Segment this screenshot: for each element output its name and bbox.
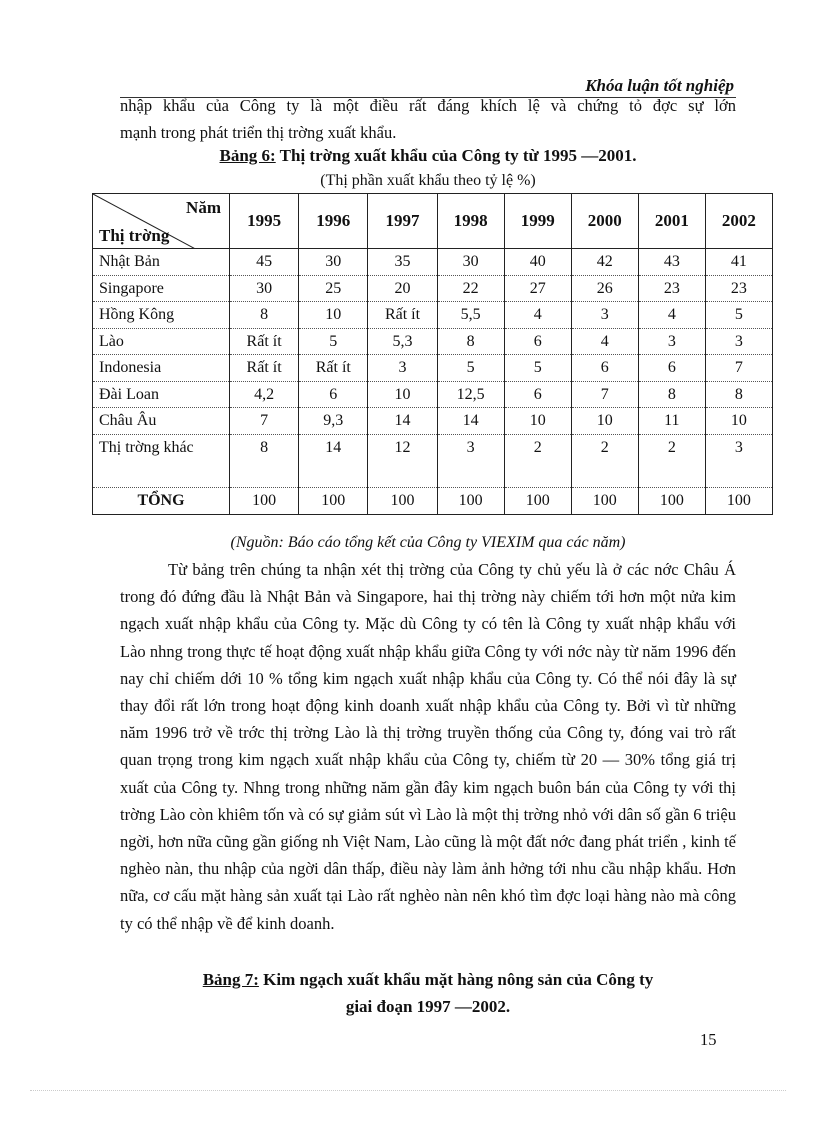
value-cell: 12,5 <box>437 381 504 408</box>
value-cell: 8 <box>230 302 299 329</box>
intro-text <box>120 92 736 146</box>
value-cell: 8 <box>638 381 705 408</box>
table7-caption-text: Kim ngạch xuất khẩu mặt hàng nông sản của Công ty <box>258 970 654 989</box>
value-cell: 10 <box>368 381 437 408</box>
table-row <box>93 355 773 382</box>
value-cell: 4 <box>638 302 705 329</box>
value-cell: 23 <box>638 275 705 302</box>
intro-line-2: mạnh trong phát triển thị trờng xuất khẩu. <box>120 123 397 142</box>
page-number: 15 <box>700 1030 717 1049</box>
table-row <box>93 275 773 302</box>
total-value-cell: 100 <box>437 487 504 514</box>
market-cell: Châu Âu <box>93 408 230 435</box>
value-cell: 2 <box>638 434 705 487</box>
market-cell: Hồng Kông <box>93 302 230 329</box>
value-cell: 4 <box>571 328 638 355</box>
value-cell: 14 <box>299 434 368 487</box>
market-cell: Thị trờng khác <box>93 434 230 487</box>
value-cell: 20 <box>368 275 437 302</box>
value-cell: 10 <box>504 408 571 435</box>
value-cell: 5 <box>705 302 772 329</box>
value-cell: 2 <box>571 434 638 487</box>
value-cell: 11 <box>638 408 705 435</box>
value-cell: 3 <box>437 434 504 487</box>
header-year-label: Năm <box>186 198 221 217</box>
table7-caption-label: Bảng 7: <box>202 970 259 989</box>
value-cell: 14 <box>368 408 437 435</box>
table-row <box>93 434 773 487</box>
value-cell: 30 <box>230 275 299 302</box>
value-cell: 4,2 <box>230 381 299 408</box>
value-cell: 3 <box>705 434 772 487</box>
header-market-label: Thị trờng <box>99 226 170 245</box>
market-cell: Lào <box>93 328 230 355</box>
value-cell: 8 <box>230 434 299 487</box>
year-header: 2002 <box>705 194 772 249</box>
value-cell: 41 <box>705 249 772 276</box>
market-share-table <box>92 193 773 515</box>
year-header: 1997 <box>368 194 437 249</box>
value-cell: 3 <box>705 328 772 355</box>
table-row <box>93 249 773 276</box>
value-cell: 43 <box>638 249 705 276</box>
value-cell: 8 <box>437 328 504 355</box>
table-row <box>93 328 773 355</box>
year-header: 1995 <box>230 194 299 249</box>
value-cell: 6 <box>504 328 571 355</box>
market-cell: Singapore <box>93 275 230 302</box>
year-header: 2000 <box>571 194 638 249</box>
value-cell: 9,3 <box>299 408 368 435</box>
total-value-cell: 100 <box>638 487 705 514</box>
value-cell: 4 <box>504 302 571 329</box>
value-cell: 3 <box>638 328 705 355</box>
value-cell: 42 <box>571 249 638 276</box>
value-cell: 14 <box>437 408 504 435</box>
table6-source: (Nguồn: Báo cáo tổng kết của Công ty VIEXIM qua các năm) <box>230 534 626 551</box>
value-cell: 6 <box>504 381 571 408</box>
table6-caption-text: Thị trờng xuất khẩu của Công ty từ 1995 —2001. <box>275 146 637 165</box>
footer-rule <box>30 1090 786 1091</box>
diagonal-header-cell <box>93 194 230 249</box>
total-value-cell: 100 <box>571 487 638 514</box>
total-value-cell: 100 <box>504 487 571 514</box>
value-cell: 35 <box>368 249 437 276</box>
market-cell: Indonesia <box>93 355 230 382</box>
value-cell: 30 <box>437 249 504 276</box>
year-header: 1996 <box>299 194 368 249</box>
intro-line-1: nhập khẩu của Công ty là một điều rất đáng khích lệ và chứng tỏ đợc sự lớn <box>120 96 736 115</box>
value-cell: 22 <box>437 275 504 302</box>
value-cell: Rất ít <box>368 302 437 329</box>
year-header: 1998 <box>437 194 504 249</box>
table-row <box>93 302 773 329</box>
table-row <box>93 381 773 408</box>
table-header-row <box>93 194 773 249</box>
table7-caption <box>120 966 736 1020</box>
value-cell: 6 <box>299 381 368 408</box>
value-cell: 3 <box>571 302 638 329</box>
total-row <box>93 487 773 514</box>
table6-caption <box>120 146 736 166</box>
value-cell: 6 <box>638 355 705 382</box>
market-cell: Đài Loan <box>93 381 230 408</box>
total-value-cell: 100 <box>705 487 772 514</box>
year-header: 2001 <box>638 194 705 249</box>
value-cell: 27 <box>504 275 571 302</box>
value-cell: 3 <box>368 355 437 382</box>
table-body <box>93 249 773 515</box>
table6-subcaption: (Thị phần xuất khẩu theo tỷ lệ %) <box>320 172 536 189</box>
value-cell: 5 <box>299 328 368 355</box>
body-text <box>120 556 736 937</box>
table-row <box>93 408 773 435</box>
value-cell: 10 <box>571 408 638 435</box>
market-cell: Nhật Bản <box>93 249 230 276</box>
total-value-cell: 100 <box>299 487 368 514</box>
body-paragraph: Từ bảng trên chúng ta nhận xét thị trờng của Công ty chủ yếu là ở các nớc Châu Á trong đó đứng đầu là Nhật Bản và Singapore, hai thị trờng này chiếm tới hơn một nửa kim ngạch xuất nhập khẩu của Công ty. Mặc dù Công ty có tên là Công ty xuất nhập khẩu với Lào nhng trong thực tế hoạt động xuất nhập khẩu giữa Công ty với nớc này từ năm 1996 đến nay chỉ chiếm dới 10 % tổng kim ngạch xuất nhập khẩu của Công ty. Có thể nói đây là sự thay đổi rất lớn trong hoạt động kinh doanh xuất nhập khẩu của Công ty. Bởi vì từ những năm 1996 trở về trớc thị trờng Lào là thị trờng truyền thống của Công ty, đóng vai trò rất quan trọng trong kim ngạch xuất nhập khẩu của Công ty, chiếm từ 20 — 30% tổng giá trị xuất của Công ty. Nhng trong những năm gần đây kim ngạch buôn bán của Công ty với thị trờng Lào còn khiêm tốn và có sự giảm sút vì Lào là một thị trờng nhỏ với dân số gần 6 triệu ngời, hơn nữa cũng gần giống nh Việt Nam, Lào cũng là một đất nớc đang phát triển , kinh tế nghèo nàn, thu nhập của ngời dân thấp, điều này làm ảnh hởng tới nhu cầu nhập khẩu. Hơn nữa, cơ cấu mặt hàng sản xuất tại Lào rất nghèo nàn nên khó tìm đợc loại hàng nào mà công ty có thể nhập về để kinh doanh. <box>120 560 736 933</box>
value-cell: 5 <box>504 355 571 382</box>
value-cell: 7 <box>571 381 638 408</box>
value-cell: 10 <box>705 408 772 435</box>
total-value-cell: 100 <box>230 487 299 514</box>
value-cell: 12 <box>368 434 437 487</box>
value-cell: 5,3 <box>368 328 437 355</box>
value-cell: 26 <box>571 275 638 302</box>
value-cell: 5 <box>437 355 504 382</box>
page-header-title: Khóa luận tốt nghiệp <box>585 76 734 95</box>
value-cell: 25 <box>299 275 368 302</box>
value-cell: 6 <box>571 355 638 382</box>
value-cell: 23 <box>705 275 772 302</box>
value-cell: 8 <box>705 381 772 408</box>
year-header: 1999 <box>504 194 571 249</box>
total-value-cell: 100 <box>368 487 437 514</box>
value-cell: Rất ít <box>299 355 368 382</box>
value-cell: 30 <box>299 249 368 276</box>
table6-caption-label: Bảng 6: <box>219 146 276 165</box>
value-cell: 45 <box>230 249 299 276</box>
value-cell: 7 <box>705 355 772 382</box>
value-cell: 10 <box>299 302 368 329</box>
table7-caption-line2: giai đoạn 1997 —2002. <box>345 997 511 1016</box>
value-cell: 2 <box>504 434 571 487</box>
value-cell: Rất ít <box>230 328 299 355</box>
value-cell: 40 <box>504 249 571 276</box>
value-cell: Rất ít <box>230 355 299 382</box>
value-cell: 7 <box>230 408 299 435</box>
value-cell: 5,5 <box>437 302 504 329</box>
total-label: TỔNG <box>93 487 230 514</box>
